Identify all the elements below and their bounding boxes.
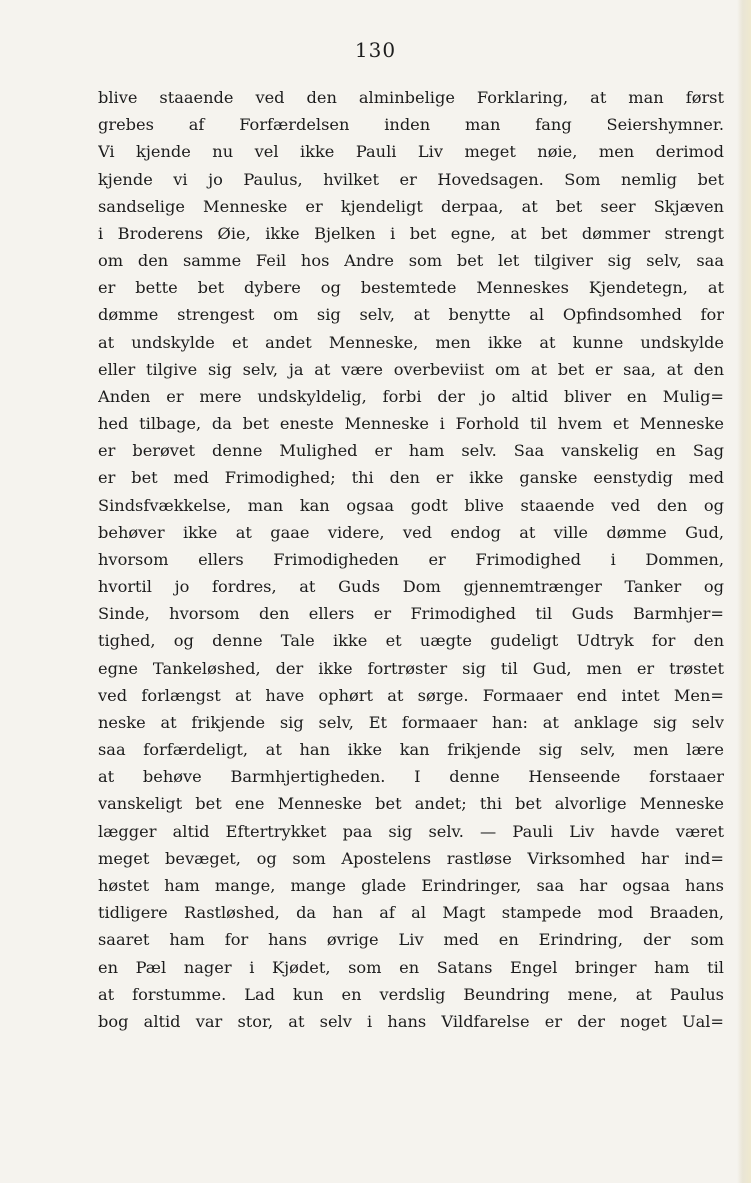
text-line: vanskeligt bet ene Menneske bet andet; thi bet alvorlige Menneske: [98, 794, 724, 814]
text-line: hed tilbage, da bet eneste Menneske i Forhold til hvem et Menneske: [98, 414, 724, 434]
text-line: egne Tankeløshed, der ikke fortrøster sig til Gud, men er trøstet: [98, 658, 724, 678]
text-line: Vi kjende nu vel ikke Pauli Liv meget nøie, men derimod: [98, 142, 724, 162]
text-line: at undskylde et andet Menneske, men ikke at kunne undskylde: [98, 332, 724, 352]
text-line: meget bevæget, og som Apostelens rastløse Virksomhed har ind=: [98, 848, 724, 868]
text-line: hvortil jo fordres, at Guds Dom gjennemtrænger Tanker og: [98, 577, 724, 597]
text-line: dømme strengest om sig selv, at benytte al Opfindsomhed for: [98, 305, 724, 325]
text-line: Sindsfvækkelse, man kan ogsaa godt blive staaende ved den og: [98, 495, 724, 515]
text-line: saaret ham for hans øvrige Liv med en Erindring, der som: [98, 930, 724, 950]
text-line: tidligere Rastløshed, da han af al Magt stampede mod Braaden,: [98, 903, 724, 923]
text-line: tighed, og denne Tale ikke et uægte gudeligt Udtryk for den: [98, 631, 724, 651]
text-line: er bet med Frimodighed; thi den er ikke ganske eenstydig med: [98, 468, 724, 488]
text-line: om den samme Feil hos Andre som bet let tilgiver sig selv, saa: [98, 251, 724, 271]
text-line: kjende vi jo Paulus, hvilket er Hovedsagen. Som nemlig bet: [98, 169, 724, 189]
text-line: grebes af Forfærdelsen inden man fang Seiershymner.: [98, 115, 724, 135]
text-line: at forstumme. Lad kun en verdslig Beundring mene, at Paulus: [98, 984, 724, 1004]
text-line: at behøve Barmhjertigheden. I denne Henseende forstaaer: [98, 767, 724, 787]
text-line: eller tilgive sig selv, ja at være overbeviist om at bet er saa, at den: [98, 359, 724, 379]
text-line: saa forfærdeligt, at han ikke kan frikjende sig selv, men lære: [98, 740, 724, 760]
text-line: i Broderens Øie, ikke Bjelken i bet egne, at bet dømmer strengt: [98, 223, 724, 243]
body-text: [98, 84, 724, 1035]
text-line: blive staaende ved den alminbelige Forklaring, at man først: [98, 88, 724, 107]
text-line: er bette bet dybere og bestemtede Menneskes Kjendetegn, at: [98, 278, 724, 298]
text-line: neske at frikjende sig selv, Et formaaer han: at anklage sig selv: [98, 712, 724, 732]
page-edge: [737, 0, 751, 1183]
text-line: behøver ikke at gaae videre, ved endog at ville dømme Gud,: [98, 522, 724, 542]
text-line: Sinde, hvorsom den ellers er Frimodighed til Guds Barmhjer=: [98, 604, 724, 624]
page-number: 130: [354, 38, 397, 62]
text-line: er berøvet denne Mulighed er ham selv. Saa vanskelig en Sag: [98, 441, 724, 461]
text-line: høstet ham mange, mange glade Erindringer, saa har ogsaa hans: [98, 875, 724, 895]
text-line: bog altid var stor, at selv i hans Vildfarelse er der noget Ual=: [98, 1011, 724, 1031]
text-line: sandselige Menneske er kjendeligt derpaa, at bet seer Skjæven: [98, 196, 724, 216]
text-line: ved forlængst at have ophørt at sørge. Formaaer end intet Men=: [98, 685, 724, 705]
text-line: hvorsom ellers Frimodigheden er Frimodighed i Dommen,: [98, 549, 724, 569]
text-line: lægger altid Eftertrykket paa sig selv. — Pauli Liv havde været: [98, 821, 724, 841]
text-line: en Pæl nager i Kjødet, som en Satans Engel bringer ham til: [98, 957, 724, 977]
text-line: Anden er mere undskyldelig, forbi der jo altid bliver en Mulig=: [98, 386, 724, 406]
